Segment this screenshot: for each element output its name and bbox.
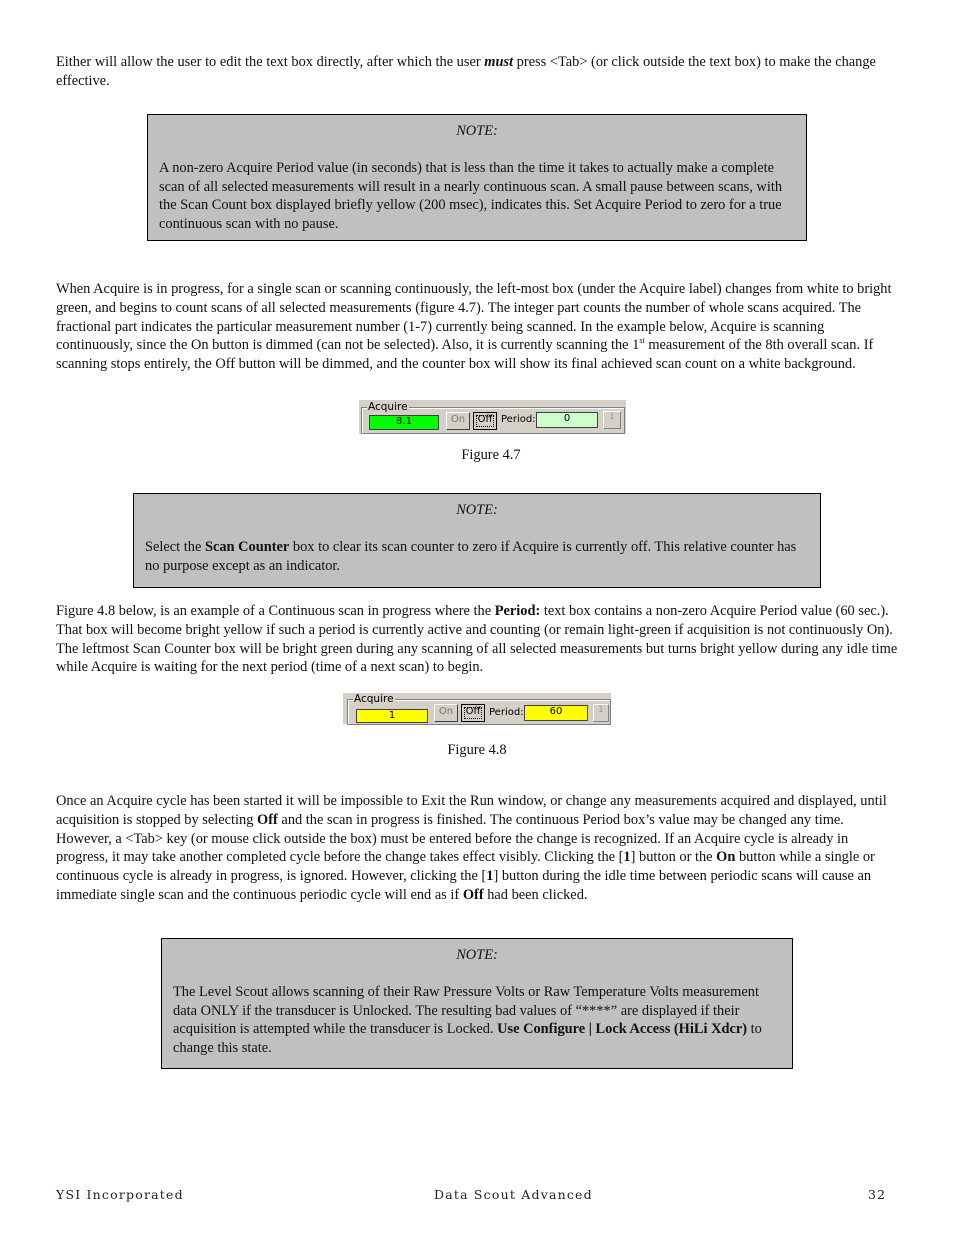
footer-product: Data Scout Advanced	[434, 1187, 593, 1202]
scan-counter-box[interactable]: 1	[356, 709, 428, 723]
single-scan-button[interactable]: 1	[593, 704, 609, 722]
figure-4-7-acquire-panel	[359, 400, 626, 434]
bold-one: 1	[486, 868, 494, 885]
on-button[interactable]: On	[446, 412, 470, 430]
bold-configure-lock: Use Configure | Lock Access (HiLi Xdcr)	[497, 1021, 748, 1038]
period-input[interactable]: 0	[536, 412, 598, 428]
paragraph-acquire-progress	[56, 280, 898, 374]
note-body	[145, 538, 809, 576]
figure-4-8-caption: Figure 4.8	[447, 742, 507, 758]
text-run: measurement of the 8th overall scan. If scanning stops entirely, the Off button will be dimmed, and the counter box will show its final achieved scan count on a white background.	[56, 337, 874, 373]
text-run: box to clear its scan counter to zero if Acquire is currently off. This relative counter has no purpose except as an indicator.	[145, 538, 797, 574]
superscript: st	[639, 336, 645, 346]
text-run: and the scan in progress is finished. The continuous Period box’s value may be changed any time. However, a <Tab> key (or mouse click outside the box) must be entered before the change is recognized. If an Acquire cycle is already in progress, it may take another completed cycle before the change takes effect visibly. Clicking the [	[56, 811, 849, 866]
period-label: Period:	[489, 707, 524, 718]
text-run: ] button during the idle time between periodic scans will cause an immediate single scan and the continuous periodic cycle will end as if	[56, 868, 872, 903]
bold-scan-counter: Scan Counter	[204, 538, 290, 555]
text-run: ] button or the	[630, 849, 717, 866]
emphasis-must: must	[484, 54, 514, 70]
note-box-scan-counter	[133, 493, 821, 588]
text-run: text box contains a non-zero Acquire Period value (60 sec.). That box will become bright yellow if such a period is currently active and counting (or remain light-green if acquisition is not continuously On). The leftmost Scan Counter box will be bright green during any scanning of all selected measurements but turns bright yellow during any idle time while Acquire is waiting for the next period (time of a next scan) to begin.	[56, 603, 898, 676]
on-button[interactable]: On	[434, 704, 458, 722]
text-run: button while a single or continuous cycle is already in progress, is ignored. However, clicking the [	[56, 849, 875, 885]
paragraph-acquire-cycle	[56, 792, 898, 905]
note-title: NOTE:	[456, 947, 498, 963]
text-run: Either will allow the user to edit the text box directly, after which the user	[56, 54, 485, 70]
note-box-level-scout	[161, 938, 793, 1069]
text-run: Figure 4.8 below, is an example of a Continuous scan in progress where the	[56, 603, 495, 619]
note-title: NOTE:	[456, 123, 498, 139]
period-input[interactable]: 60	[524, 705, 588, 721]
period-label: Period:	[501, 414, 536, 425]
note-box-acquire-period	[147, 114, 807, 241]
off-button[interactable]: Off	[473, 412, 497, 430]
text-run: to change this state.	[173, 1021, 762, 1057]
text-run: When Acquire is in progress, for a single scan or scanning continuously, the left-most box (under the Acquire label) changes from white to bright green, and begins to count scans of all selected measurements (figure 4.7). The integer part counts the number of whole scans acquired. The fractional part indicates the particular measurement number (1-7) currently being scanned. In the example below, Acquire is scanning continuously, since the On button is dimmed (can not be selected). Also, it is currently scanning the 1	[56, 281, 892, 354]
figure-4-7-caption: Figure 4.7	[461, 447, 521, 463]
bold-on: On	[716, 849, 736, 866]
paragraph-continuous-scan	[56, 602, 898, 677]
text-run: Select the	[145, 538, 205, 555]
text-run: had been clicked.	[483, 886, 588, 903]
text-run: Once an Acquire cycle has been started it will be impossible to Exit the Run window, or change any measurements acquired and displayed, until acquisition is stopped by selecting	[56, 793, 887, 828]
acquire-group-label: Acquire	[368, 401, 408, 413]
scan-counter-box[interactable]: 8.1	[369, 415, 439, 430]
off-button[interactable]: Off	[461, 704, 485, 722]
single-scan-button[interactable]: 1	[603, 411, 621, 429]
figure-4-8-acquire-panel	[343, 693, 611, 724]
paragraph-edit-textbox	[56, 53, 898, 91]
acquire-group-label: Acquire	[354, 693, 394, 705]
note-body: A non-zero Acquire Period value (in seconds) that is less than the time it takes to actually make a complete scan of all selected measurements will result in a nearly continuous scan. A small pause between scans, with the Scan Count box displayed briefly yellow (200 msec), indicates this. Set Acquire Period to zero for a true continuous scan with no pause.	[159, 159, 783, 233]
footer-company: YSI Incorporated	[56, 1187, 184, 1202]
note-title: NOTE:	[456, 502, 498, 518]
footer-page-number: 32	[868, 1187, 887, 1202]
bold-one: 1	[623, 849, 631, 866]
note-body	[173, 983, 781, 1058]
bold-off: Off	[462, 886, 484, 903]
text-run: press <Tab> (or click outside the text box) to make the change effective.	[56, 54, 876, 89]
bold-off: Off	[257, 811, 278, 828]
text-run: The Level Scout allows scanning of their Raw Pressure Volts or Raw Temperature Volts measurement data ONLY if the transducer is Unlocked. The resulting bad values of “****” are displayed if their acquisition is attempted while the transducer is Locked.	[173, 983, 759, 1038]
bold-period: Period:	[494, 603, 541, 619]
